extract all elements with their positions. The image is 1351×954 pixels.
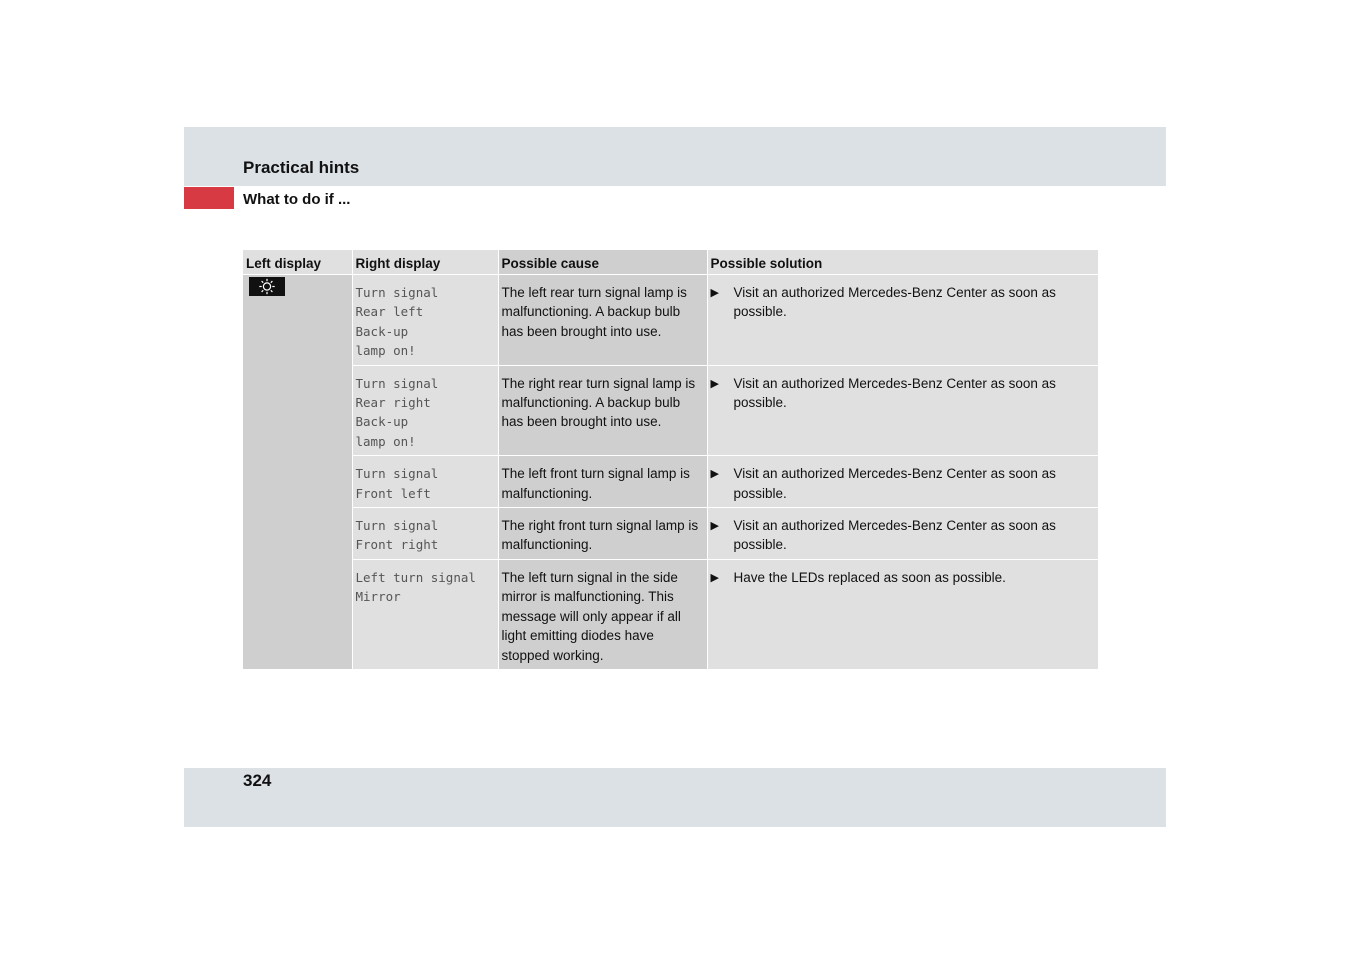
- table-row: [243, 456, 1098, 508]
- right-display-cell: Left turn signal Mirror: [352, 559, 498, 669]
- bullet-arrow-icon: ▶: [710, 571, 719, 584]
- footer-band: [184, 768, 1166, 827]
- section-title: Practical hints: [243, 158, 360, 177]
- page-number: 324: [243, 771, 272, 790]
- possible-solution-cell: [707, 365, 1098, 456]
- section-marker: [184, 187, 234, 209]
- solution-text: Visit an authorized Mercedes-Benz Center as soon as possible.: [733, 518, 1056, 553]
- possible-cause-cell: The right front turn signal lamp is malfunctioning.: [498, 508, 707, 560]
- right-display-cell: Turn signal Rear right Back-up lamp on!: [352, 365, 498, 456]
- table-row: [243, 508, 1098, 560]
- possible-solution-cell: [707, 559, 1098, 669]
- possible-solution-cell: [707, 508, 1098, 560]
- hints-table: [243, 250, 1099, 669]
- table-row: [243, 275, 1098, 366]
- column-header-possible-solution: Possible solution: [707, 250, 1098, 275]
- right-display-cell: Turn signal Front right: [352, 508, 498, 560]
- possible-solution-cell: [707, 456, 1098, 508]
- possible-cause-cell: The left front turn signal lamp is malfunctioning.: [498, 456, 707, 508]
- column-header-right-display: Right display: [352, 250, 498, 275]
- possible-cause-cell: The left rear turn signal lamp is malfunctioning. A backup bulb has been brought into use.: [498, 275, 707, 366]
- bullet-arrow-icon: ▶: [710, 377, 719, 390]
- table-row: [243, 365, 1098, 456]
- solution-text: Visit an authorized Mercedes-Benz Center as soon as possible.: [733, 285, 1056, 320]
- subsection-title: What to do if ...: [243, 191, 351, 208]
- left-display-cell: [243, 275, 352, 669]
- right-display-cell: Turn signal Rear left Back-up lamp on!: [352, 275, 498, 366]
- table-row: [243, 559, 1098, 669]
- possible-cause-cell: The right rear turn signal lamp is malfunctioning. A backup bulb has been brought into use.: [498, 365, 707, 456]
- table-header-row: [243, 250, 1098, 275]
- column-header-possible-cause: Possible cause: [498, 250, 707, 275]
- exterior-lamp-warning-icon: [249, 277, 285, 296]
- column-header-left-display: Left display: [243, 250, 352, 275]
- solution-text: Visit an authorized Mercedes-Benz Center as soon as possible.: [733, 375, 1056, 411]
- possible-cause-cell: The left turn signal in the side mirror is malfunctioning. This message will only appear if all light emitting diodes have stopped working.: [498, 559, 707, 669]
- right-display-cell: Turn signal Front left: [352, 456, 498, 508]
- solution-text: Visit an authorized Mercedes-Benz Center as soon as possible.: [733, 466, 1056, 501]
- solution-text: Have the LEDs replaced as soon as possible.: [733, 569, 1006, 585]
- bullet-arrow-icon: ▶: [710, 468, 719, 481]
- bullet-arrow-icon: ▶: [710, 287, 719, 299]
- possible-solution-cell: [707, 275, 1098, 366]
- bullet-arrow-icon: ▶: [710, 520, 719, 533]
